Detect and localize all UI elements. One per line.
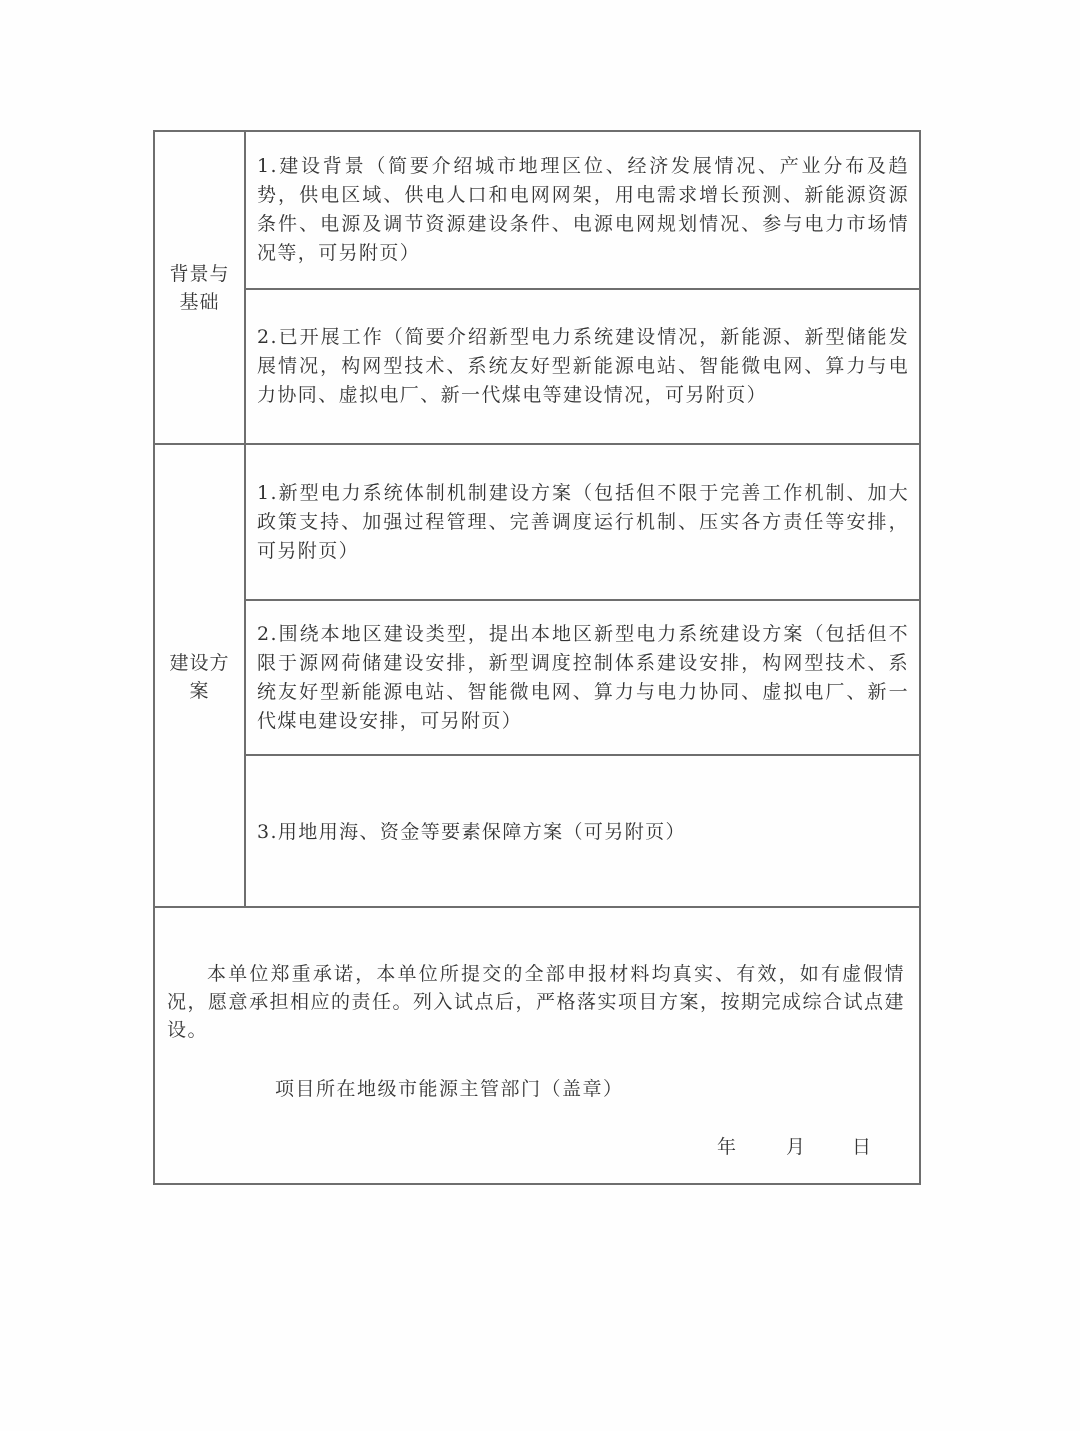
field-resource-guarantee-plan[interactable] (246, 754, 919, 908)
field-text: 3.用地用海、资金等要素保障方案（可另附页） (257, 820, 686, 843)
date-day-label: 日 (852, 1136, 872, 1158)
field-work-carried-out[interactable] (246, 288, 919, 443)
seal-label: 项目所在地级市能源主管部门（盖章） (275, 1078, 624, 1100)
field-text: 2.已开展工作（简要介绍新型电力系统建设情况，新能源、新型储能发展情况，构网型技术、系统友好型新能源电站、智能微电网、算力与电力协同、虚拟电厂、新一代煤电等建设情况，可另附页） (257, 326, 909, 406)
field-institutional-mechanism-plan[interactable] (246, 445, 919, 599)
field-construction-background[interactable] (246, 132, 919, 288)
field-regional-power-system-plan[interactable] (246, 599, 919, 754)
section-label-background: 背景与基础 (155, 132, 246, 443)
commitment-section (155, 906, 919, 1185)
date-year-label: 年 (717, 1136, 737, 1158)
section-background (155, 132, 919, 443)
field-text: 2.围绕本地区建设类型，提出本地区新型电力系统建设方案（包括但不限于源网荷储建设安排，新型调度控制体系建设安排，构网型技术、系统友好型新能源电站、智能微电网、算力与电力协同、虚拟电厂、新一代煤电建设安排，可另附页） (257, 622, 909, 732)
date-month-label: 月 (786, 1136, 806, 1158)
commitment-statement: 本单位郑重承诺，本单位所提交的全部申报材料均真实、有效，如有虚假情况，愿意承担相应的责任。列入试点后，严格落实项目方案，按期完成综合试点建设。 (167, 963, 906, 1041)
signature-date[interactable] (717, 1132, 871, 1159)
field-text: 1.建设背景（简要介绍城市地理区位、经济发展情况、产业分布及趋势，供电区域、供电人口和电网网架，用电需求增长预测、新能源资源条件、电源及调节资源建设条件、电源电网规划情况、参与电力市场情况等，可另附页） (257, 155, 909, 264)
section-label-construction-plan: 建设方案 (155, 445, 246, 908)
field-text: 1.新型电力系统体制机制建设方案（包括但不限于完善工作机制、加大政策支持、加强过程管理、完善调度运行机制、压实各方责任等安排，可另附页） (257, 481, 909, 562)
section-construction-plan (155, 443, 919, 908)
application-form-table (153, 130, 921, 1185)
